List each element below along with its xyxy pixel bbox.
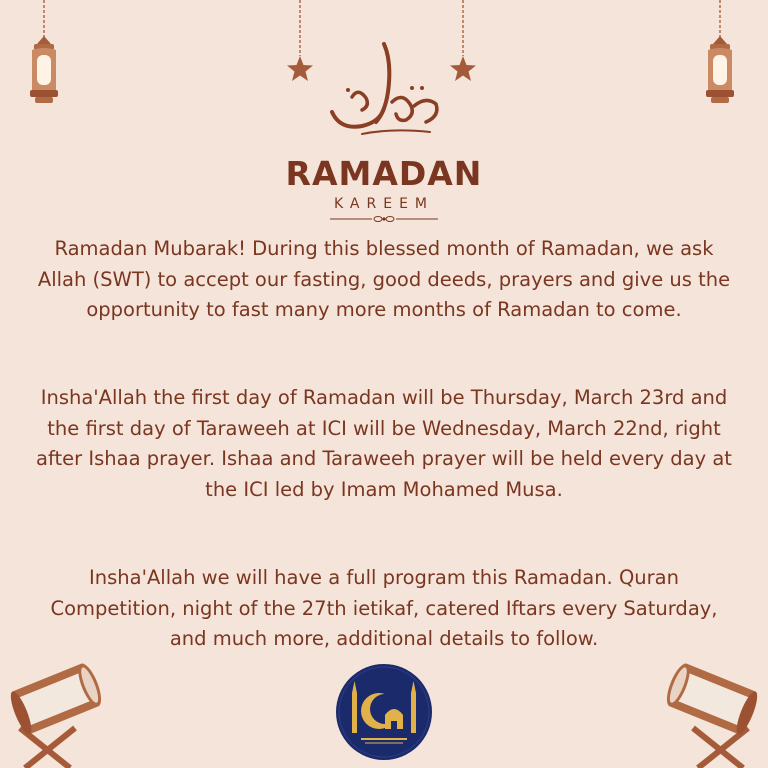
page-subtitle: KAREEM (333, 196, 434, 212)
hanging-star-icon (284, 0, 316, 84)
drum-icon (650, 658, 768, 768)
paragraph-program: Insha'Allah we will have a full program this Ramadan. Quran Competition, night of the 27th ietikaf, catered Iftars every Saturday, and much more, additional details to follow. (50, 566, 718, 650)
hanging-lantern-icon (700, 0, 740, 110)
drum-icon (0, 658, 118, 768)
hanging-star-icon (447, 0, 479, 84)
ramadan-calligraphy-icon (322, 42, 446, 142)
page-title: RAMADAN (285, 154, 483, 193)
hanging-lantern-icon (24, 0, 64, 110)
islamic-cultural-institute-logo (335, 663, 433, 761)
paragraph-greeting: Ramadan Mubarak! During this blessed month of Ramadan, we ask Allah (SWT) to accept our fasting, good deeds, prayers and give us the opportunity to fast many more months of Ramadan to come. (37, 237, 731, 321)
divider-ornament-icon (330, 214, 438, 224)
paragraph-schedule: Insha'Allah the first day of Ramadan will be Thursday, March 23rd and the first day of Taraweeh at ICI will be Wednesday, March 22nd, right after Ishaa prayer. Ishaa and Taraweeh prayer will be held every day at the ICI led by Imam Mohamed Musa. (36, 386, 732, 501)
